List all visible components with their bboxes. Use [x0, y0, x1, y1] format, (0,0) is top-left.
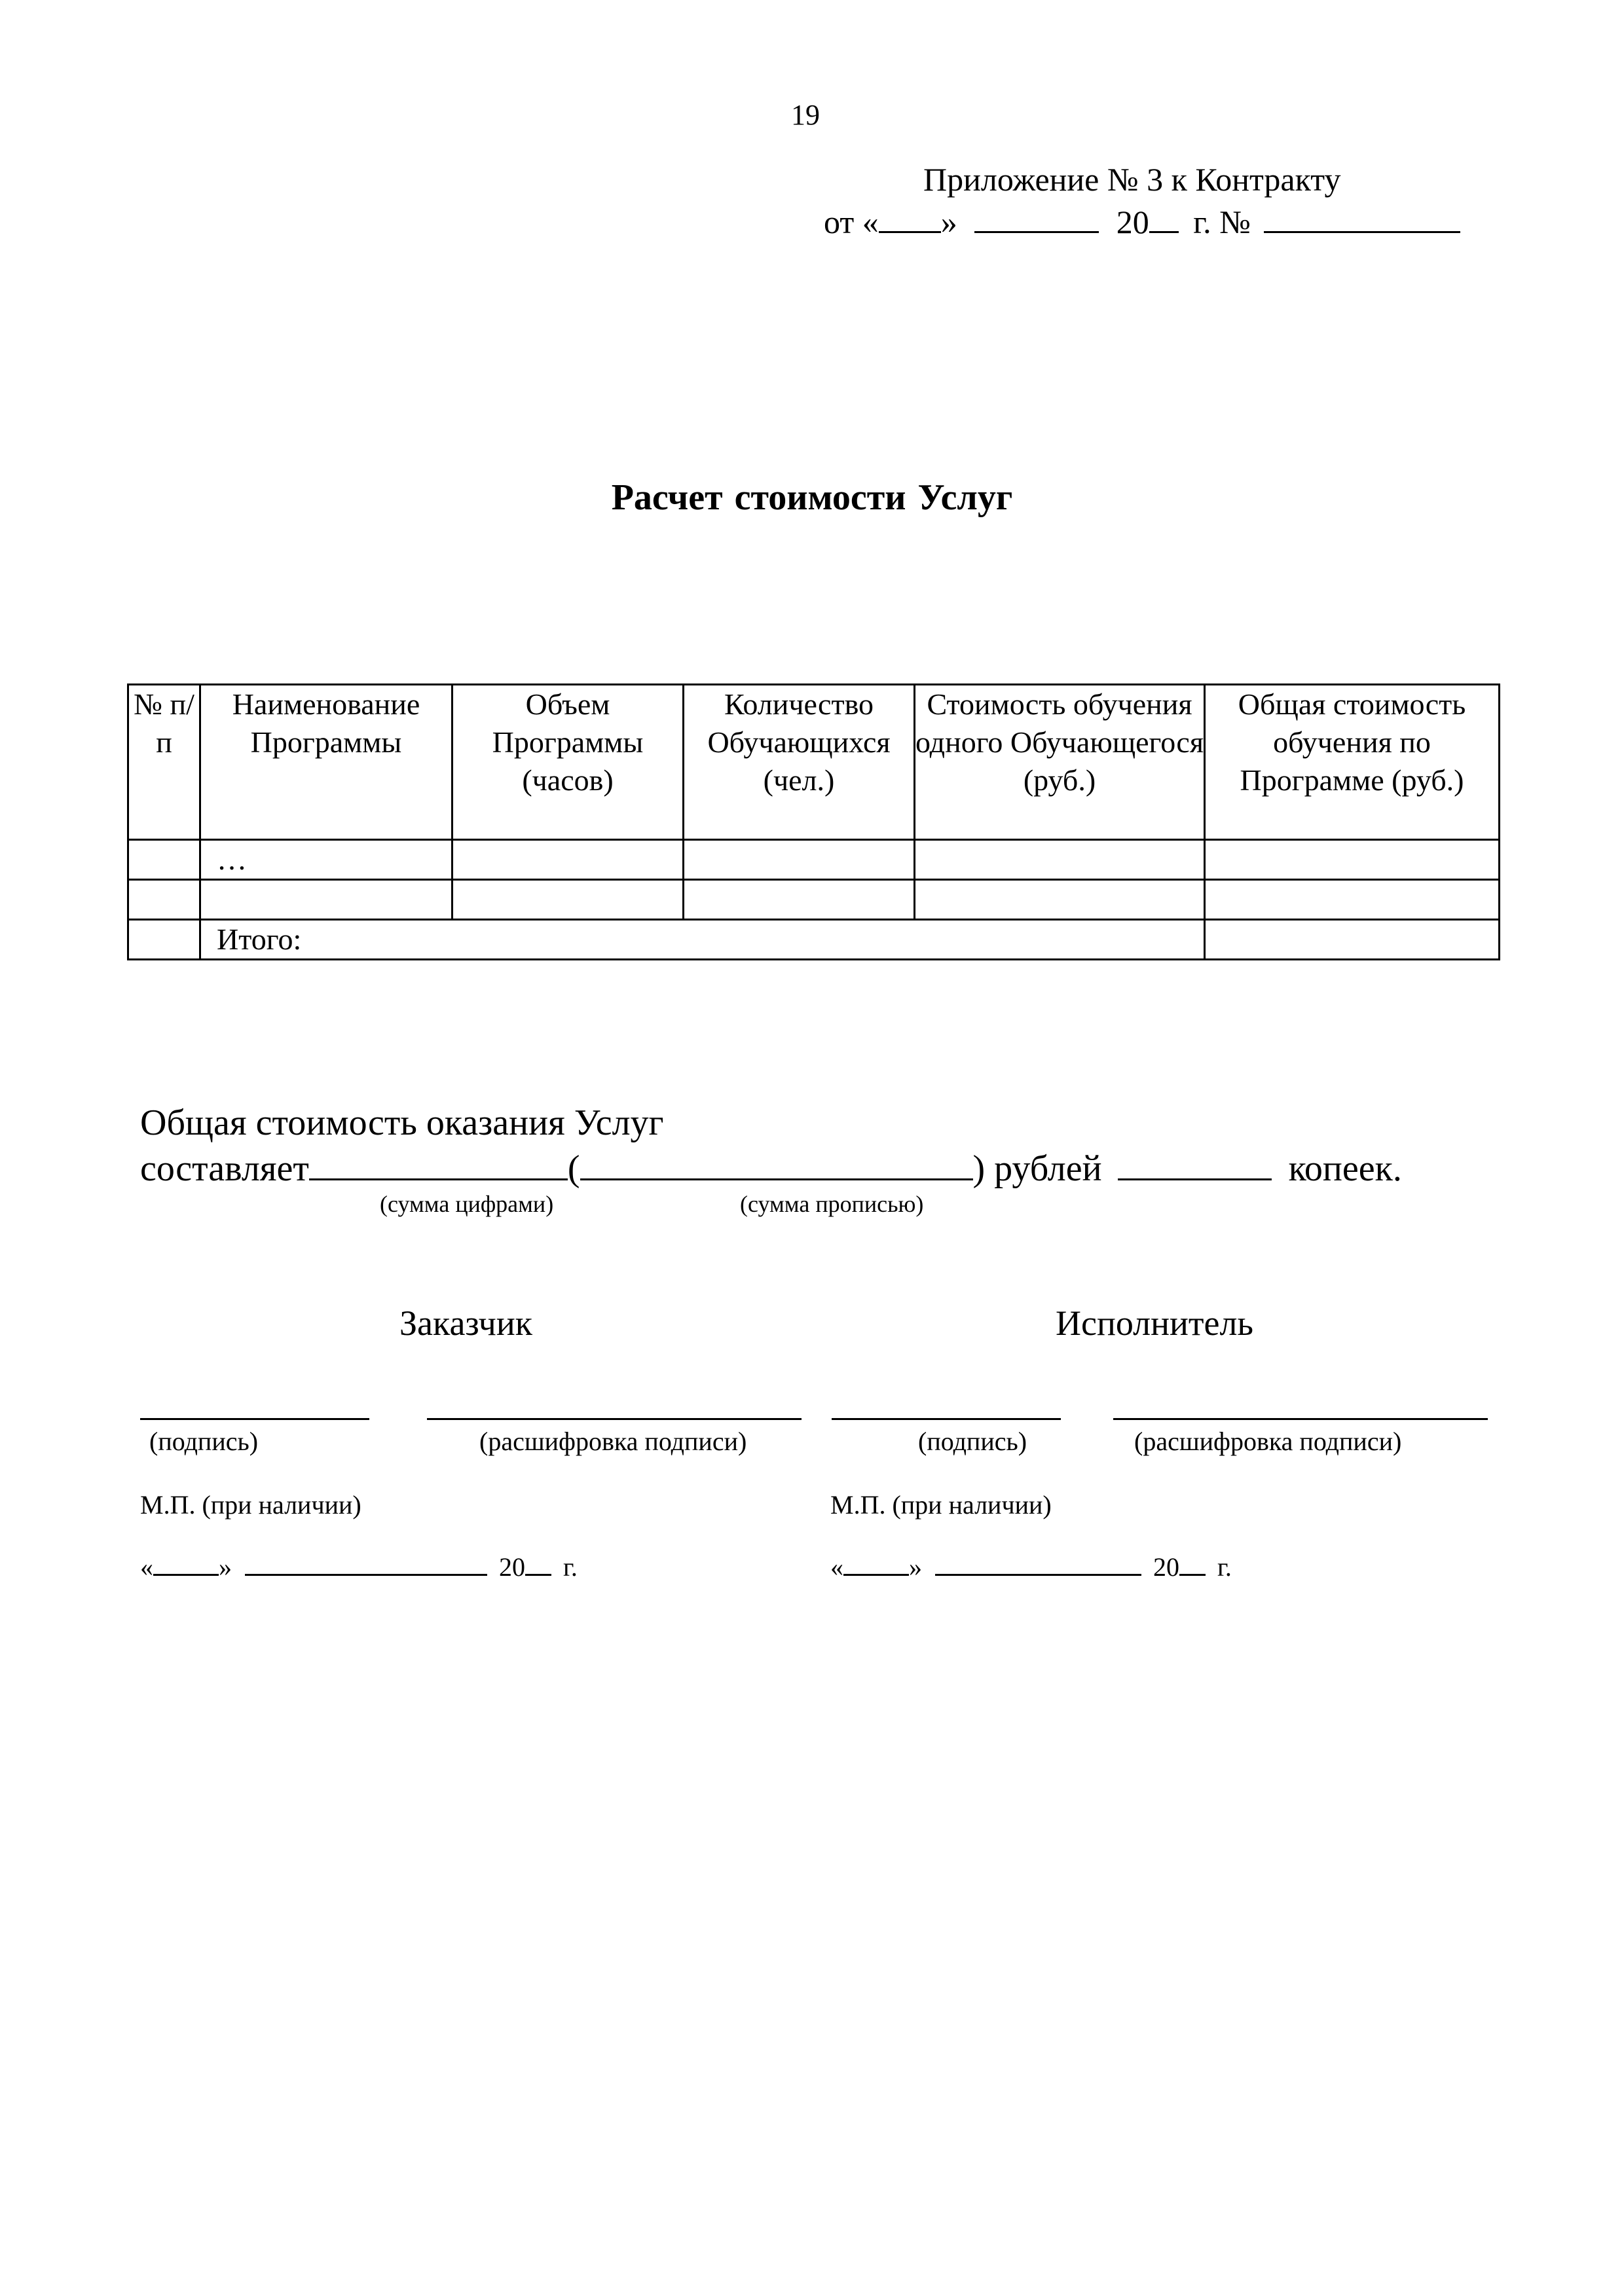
table-total-row [128, 920, 1500, 960]
hint-sum-words: (сумма прописью) [740, 1191, 924, 1217]
contractor-decryption-line[interactable] [1113, 1418, 1488, 1420]
annex-number-label: г. № [1193, 204, 1251, 240]
annex-from: от « [824, 204, 879, 240]
open-paren: ( [567, 1148, 580, 1189]
cell[interactable] [915, 880, 1205, 920]
customer-date-close: » [219, 1552, 232, 1582]
header-students-count: Количество Обучающихся (чел.) [684, 685, 915, 840]
total-cost-line1: Общая стоимость оказания Услуг [140, 1102, 664, 1143]
header-program-volume: Объем Программы (часов) [452, 685, 684, 840]
cell[interactable] [684, 840, 915, 880]
annex-number-blank[interactable] [1264, 205, 1460, 233]
customer-year: 20 [499, 1552, 525, 1582]
kopecks-blank[interactable] [1118, 1149, 1272, 1180]
annex-year-blank[interactable] [1149, 205, 1179, 233]
contractor-day-blank[interactable] [843, 1553, 909, 1576]
contractor-year-blank[interactable] [1179, 1553, 1206, 1576]
contractor-decryption-label: (расшифровка подписи) [1134, 1427, 1402, 1456]
customer-date [140, 1552, 578, 1582]
sum-digits-blank[interactable] [309, 1149, 568, 1180]
contractor-signature-line[interactable] [832, 1418, 1061, 1420]
contractor-signature-label: (подпись) [918, 1427, 1027, 1456]
contractor-stamp: М.П. (при наличии) [830, 1490, 1052, 1520]
table-header-row [128, 685, 1500, 840]
hint-sum-digits: (сумма цифрами) [380, 1191, 554, 1217]
customer-day-blank[interactable] [153, 1553, 219, 1576]
annex-date-line [824, 203, 1460, 241]
total-label: Итого: [200, 920, 1205, 960]
customer-stamp: М.П. (при наличии) [140, 1490, 361, 1520]
customer-year-suffix: г. [563, 1552, 578, 1582]
contractor-title: Исполнитель [1056, 1303, 1254, 1343]
cell[interactable] [128, 880, 200, 920]
cell[interactable] [915, 840, 1205, 880]
total-cost-line2 [140, 1146, 1402, 1192]
cell[interactable] [128, 840, 200, 880]
header-number: № п/п [128, 685, 200, 840]
header-program-name: Наименование Программы [200, 685, 452, 840]
cell[interactable] [684, 880, 915, 920]
contractor-date [830, 1552, 1232, 1582]
header-cost-per-student: Стоимость обучения одного Обучающегося (руб.) [915, 685, 1205, 840]
cell[interactable] [1205, 840, 1500, 880]
customer-year-blank[interactable] [525, 1553, 551, 1576]
table-row [128, 840, 1500, 880]
cell[interactable] [452, 840, 684, 880]
cell[interactable] [1205, 880, 1500, 920]
total-cost-block [140, 1100, 1402, 1192]
annex-month-blank[interactable] [974, 205, 1099, 233]
document-title: Расчет стоимости Услуг [611, 477, 1013, 518]
customer-date-open: « [140, 1552, 153, 1582]
total-value-cell[interactable] [1205, 920, 1500, 960]
header-total-cost: Общая стоимость обучения по Программе (руб.) [1205, 685, 1500, 840]
customer-signature-line[interactable] [140, 1418, 369, 1420]
cell[interactable] [128, 920, 200, 960]
customer-decryption-line[interactable] [427, 1418, 802, 1420]
contractor-month-blank[interactable] [935, 1553, 1141, 1576]
customer-signature-label: (подпись) [149, 1427, 259, 1456]
cost-table [127, 683, 1500, 960]
page-number: 19 [791, 99, 820, 131]
contractor-date-open: « [830, 1552, 843, 1582]
cell-ellipsis[interactable]: … [200, 840, 452, 880]
total-amounts-to: составляет [140, 1148, 309, 1189]
contractor-year-suffix: г. [1217, 1552, 1232, 1582]
sum-words-blank[interactable] [580, 1149, 973, 1180]
kopecks-label: копеек. [1288, 1148, 1402, 1189]
cell[interactable] [452, 880, 684, 920]
customer-title: Заказчик [399, 1303, 532, 1343]
customer-month-blank[interactable] [245, 1553, 487, 1576]
annex-close-quote: » [940, 204, 957, 240]
cell[interactable] [200, 880, 452, 920]
annex-title: Приложение № 3 к Контракту [923, 161, 1341, 198]
annex-day-blank[interactable] [879, 205, 941, 233]
contractor-year: 20 [1153, 1552, 1179, 1582]
table-row [128, 880, 1500, 920]
customer-decryption-label: (расшифровка подписи) [479, 1427, 747, 1456]
contractor-date-close: » [909, 1552, 922, 1582]
annex-year-prefix: 20 [1116, 204, 1149, 240]
rubles-label: ) рублей [972, 1148, 1102, 1189]
